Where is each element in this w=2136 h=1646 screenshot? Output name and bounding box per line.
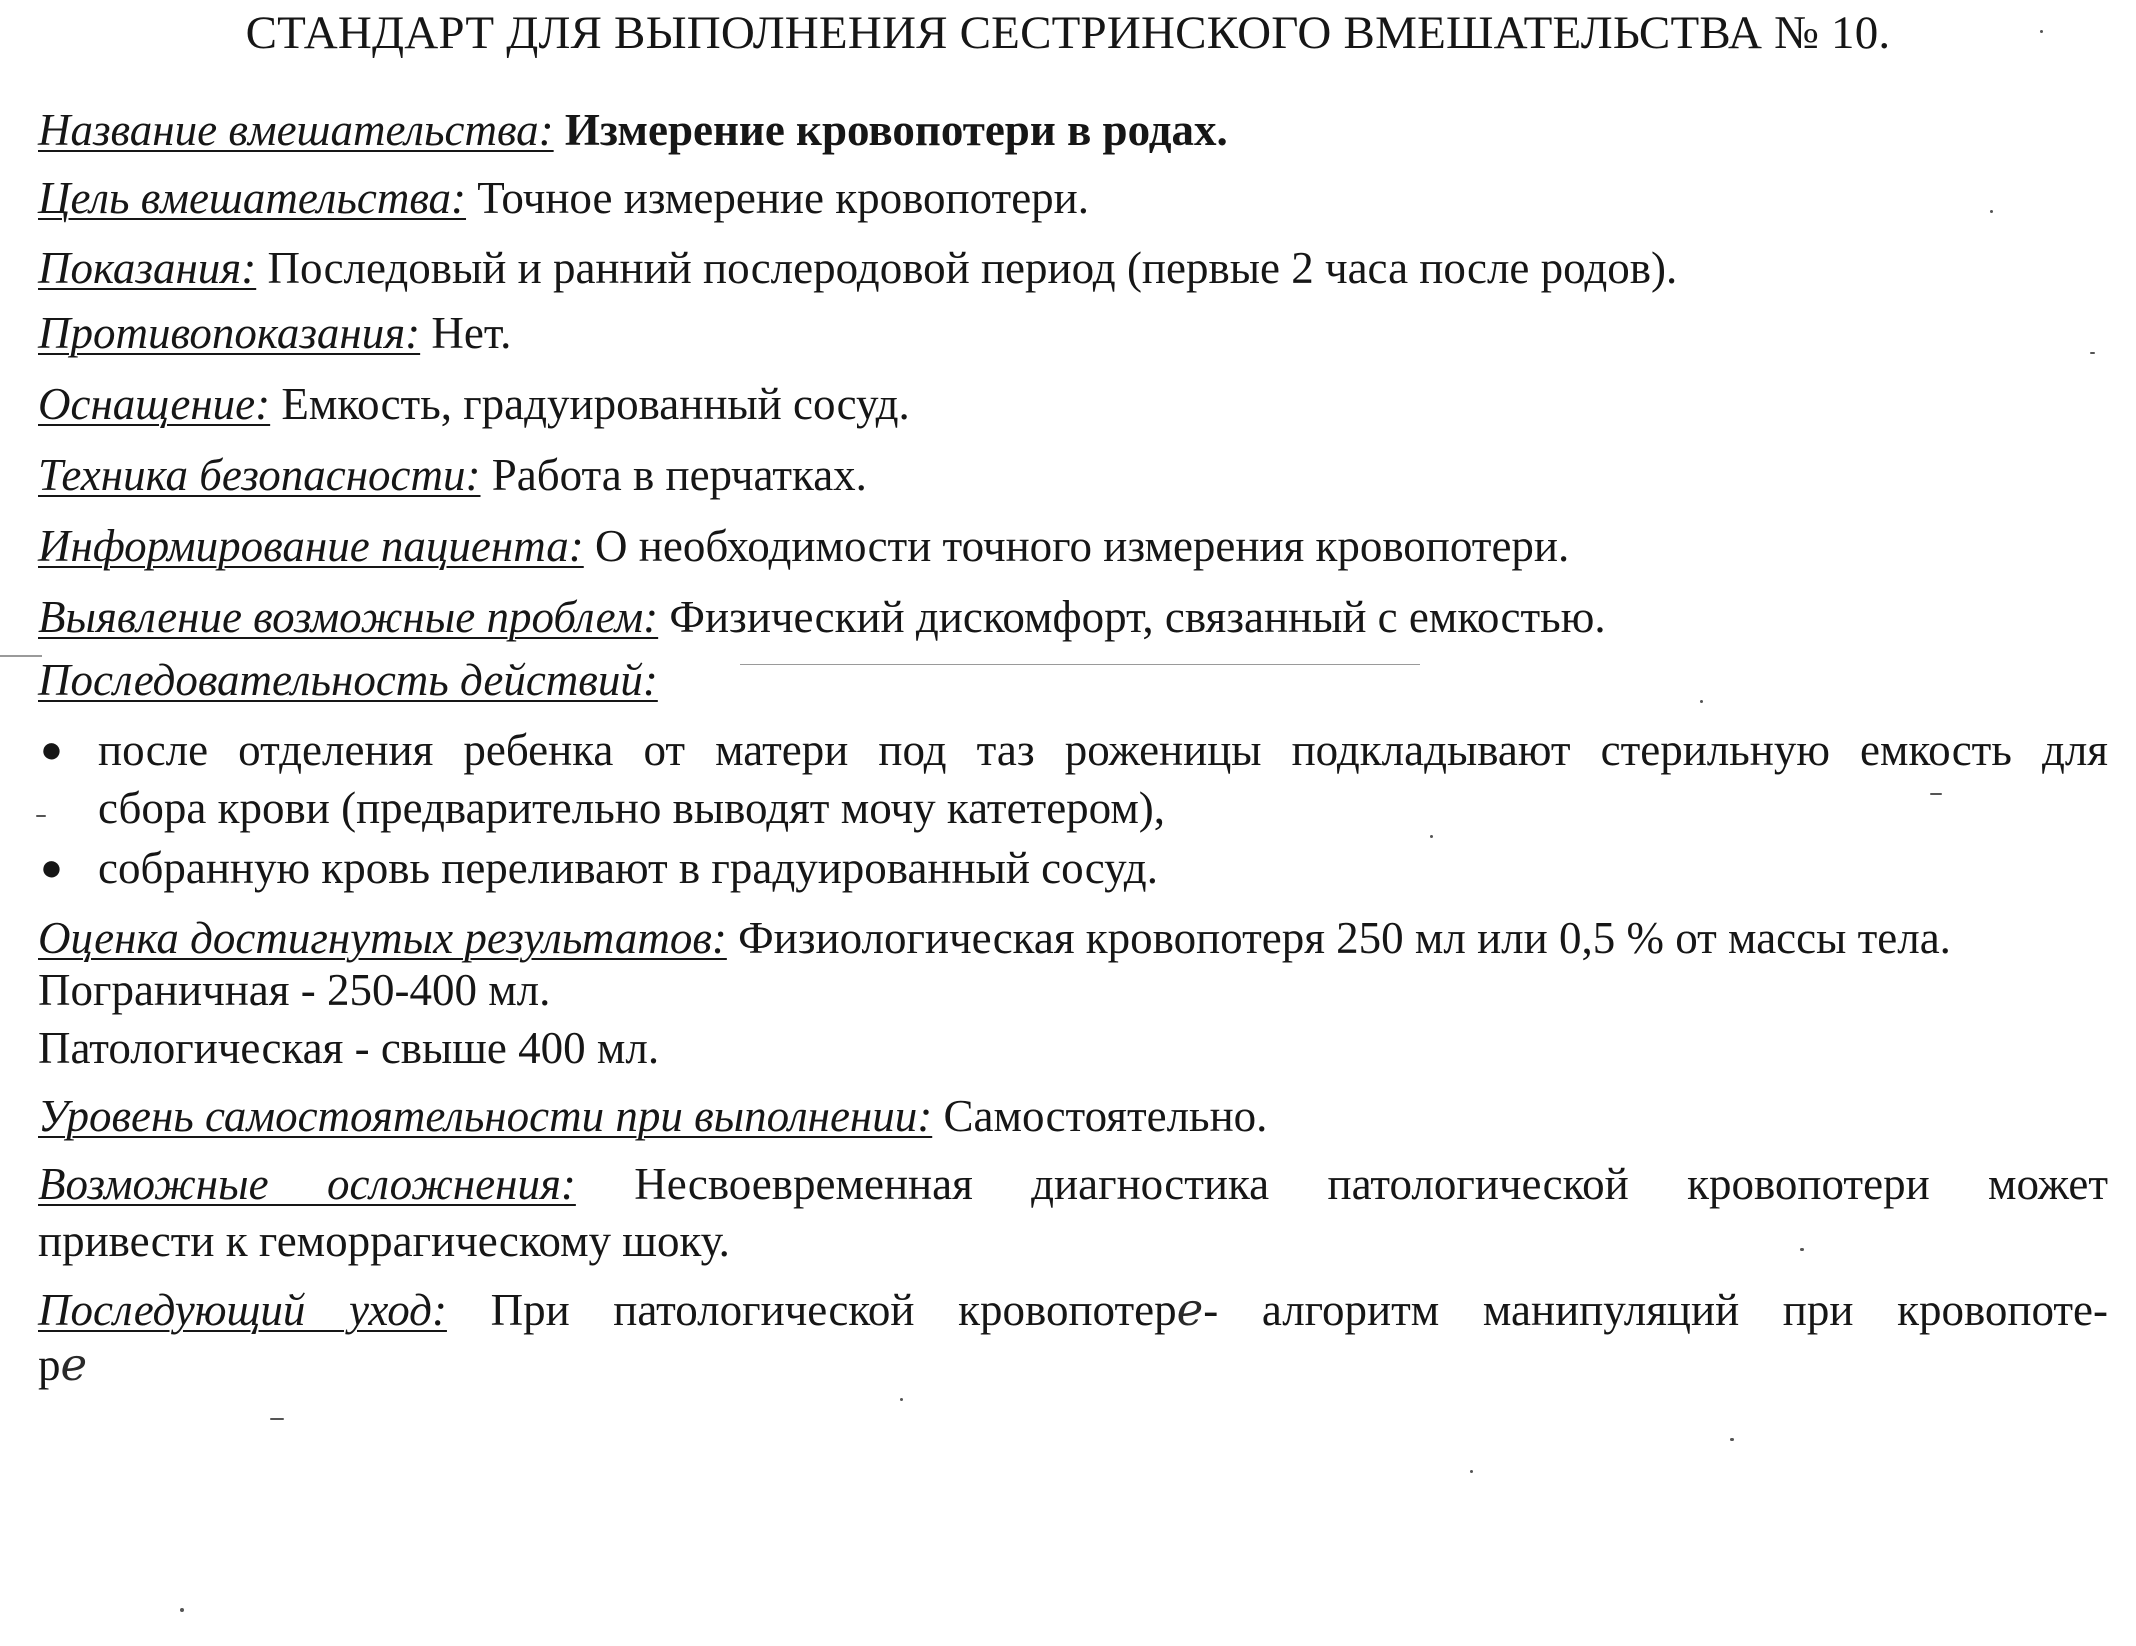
scan-speck <box>1930 793 1942 795</box>
scan-speck <box>900 1398 903 1401</box>
document-title: СТАНДАРТ ДЛЯ ВЫПОЛНЕНИЯ СЕСТРИНСКОГО ВМЕШАТЕЛЬСТВА № 10. <box>245 7 1891 59</box>
field-evaluation-label: Оценка достигнутых результатов: <box>38 913 727 963</box>
list-item-continuation: сбора крови (предварительно выводят мочу катетером), <box>98 783 1166 833</box>
scan-speck <box>36 815 46 817</box>
scan-speck <box>180 1608 184 1612</box>
field-independence-value: Самостоятельно. <box>943 1091 1268 1141</box>
field-goal-value: Точное измерение кровопотери. <box>477 173 1089 223</box>
bullet-icon: ● <box>40 729 63 771</box>
followup-text-part1: При патологической кровопотер <box>490 1285 1177 1335</box>
field-contraindications-value: Нет. <box>431 308 512 358</box>
handwritten-correction: е <box>1176 1283 1204 1336</box>
field-complications-continuation: привести к геморрагическому шоку. <box>38 1216 730 1266</box>
list-item: собранную кровь переливают в градуированный сосуд. <box>98 843 1158 893</box>
field-informing <box>38 518 1569 574</box>
scan-speck <box>1730 1438 1734 1441</box>
scan-speck <box>2090 352 2095 354</box>
field-problems-label: Выявление возможные проблем: <box>38 592 659 642</box>
field-followup-label: Последующий уход: <box>38 1285 447 1335</box>
field-safety-value: Работа в перчатках. <box>491 450 867 500</box>
field-complications <box>38 1155 2108 1213</box>
field-equipment <box>38 376 910 432</box>
scan-speck <box>1800 1248 1804 1251</box>
field-followup <box>38 1281 2108 1339</box>
field-contraindications-label: Противопоказания: <box>38 308 421 358</box>
field-indications <box>38 240 1677 296</box>
scan-speck <box>1470 1470 1473 1473</box>
followup-text-line2: р <box>38 1340 61 1390</box>
scan-speck <box>270 1418 284 1420</box>
bullet-icon: ● <box>40 847 63 889</box>
evaluation-borderline: Пограничная - 250-400 мл. <box>38 965 551 1015</box>
list-item: после отделения ребенка от матери под таз роженицы подкладывают стерильную емкость для <box>98 725 2108 775</box>
field-independence-label: Уровень самостоятельности при выполнении: <box>38 1091 933 1141</box>
field-goal-label: Цель вмешательства: <box>38 173 467 223</box>
scan-artifact-line <box>740 664 1420 665</box>
field-name <box>38 102 1228 158</box>
field-problems-value: Физический дискомфорт, связанный с емкостью. <box>669 592 1606 642</box>
field-name-value: Измерение кровопотери в родах. <box>564 105 1228 155</box>
field-independence <box>38 1088 1267 1144</box>
handwritten-correction: е <box>60 1338 88 1391</box>
field-evaluation-value: Физиологическая кровопотеря 250 мл или 0,5 % от массы тела. <box>738 913 1951 963</box>
scan-speck <box>1700 700 1703 703</box>
field-evaluation <box>38 910 1951 966</box>
field-contraindications <box>38 305 511 361</box>
evaluation-pathological: Патологическая - свыше 400 мл. <box>38 1023 660 1073</box>
field-sequence-label: Последовательность действий: <box>38 655 658 705</box>
field-goal <box>38 170 1089 226</box>
field-safety-label: Техника безопасности: <box>38 450 481 500</box>
followup-text-part2: - алгоритм манипуляций при кровопоте- <box>1203 1285 2109 1335</box>
field-equipment-label: Оснащение: <box>38 379 271 429</box>
field-indications-value: Последовый и ранний послеродовой период (первые 2 часа после родов). <box>267 243 1678 293</box>
field-followup-value <box>491 1285 2108 1335</box>
field-safety <box>38 447 867 503</box>
field-complications-label: Возможные осложнения: <box>38 1159 576 1209</box>
field-informing-label: Информирование пациента: <box>38 521 584 571</box>
field-problems <box>38 589 1606 645</box>
scan-artifact-line <box>0 655 42 657</box>
field-name-label: Название вмешательства: <box>38 105 554 155</box>
field-complications-value: Несвоевременная диагностика патологической кровопотери может <box>634 1159 2109 1209</box>
field-indications-label: Показания: <box>38 243 257 293</box>
scan-speck <box>1430 835 1433 838</box>
scan-speck <box>1990 210 1993 213</box>
field-informing-value: О необходимости точного измерения кровопотери. <box>595 521 1570 571</box>
field-sequence <box>38 652 658 708</box>
field-equipment-value: Емкость, градуированный сосуд. <box>281 379 910 429</box>
scan-speck <box>2040 30 2043 33</box>
field-followup-continuation <box>38 1337 87 1393</box>
